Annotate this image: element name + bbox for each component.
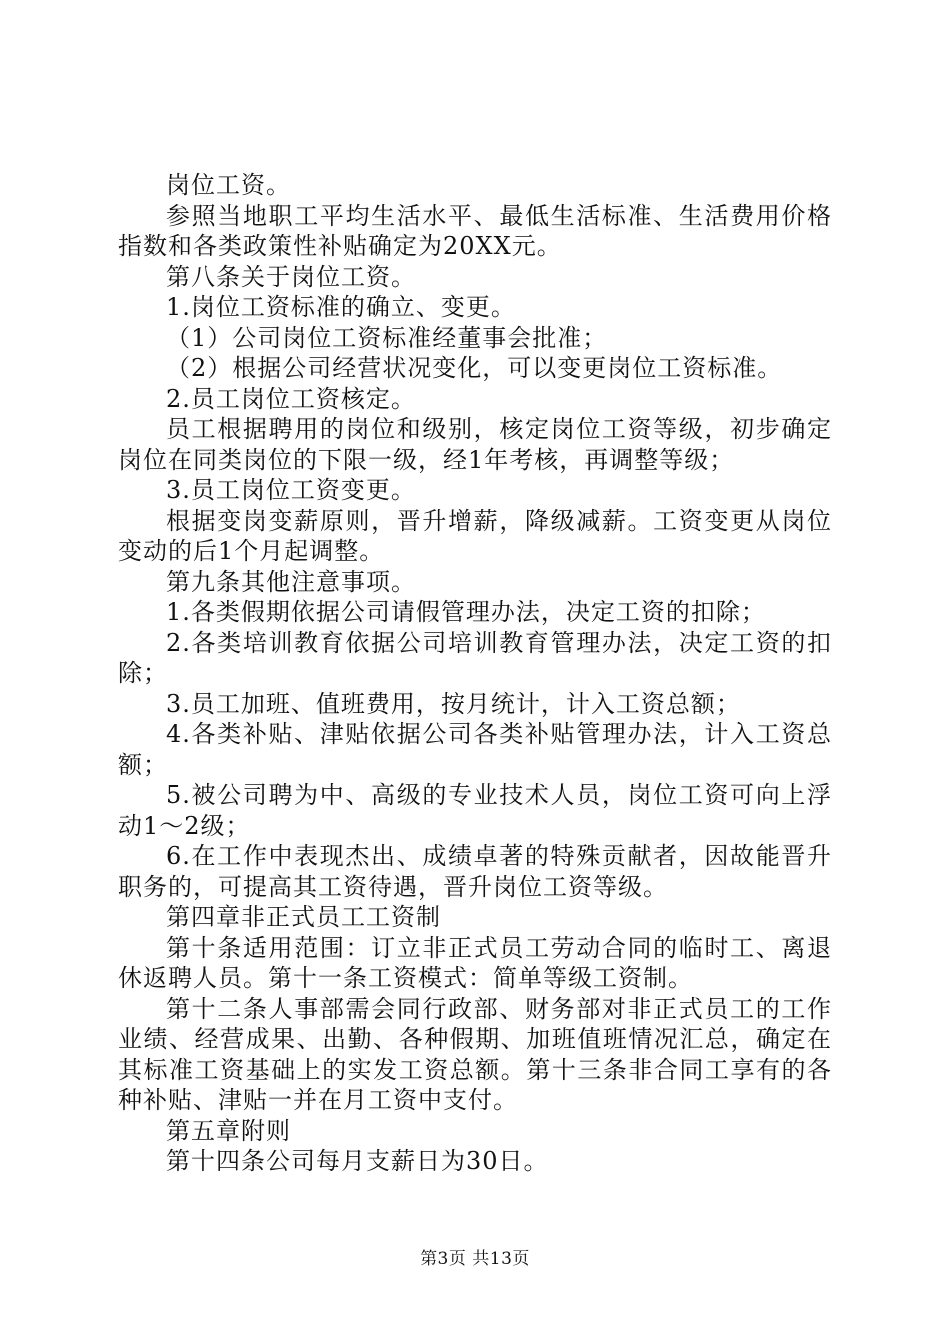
paragraph: 第十四条公司每月支薪日为30日。	[166, 1147, 549, 1175]
list-item: 1.各类假期依据公司请假管理办法，决定工资的扣除；	[166, 598, 766, 626]
list-item: 6.在工作中表现杰出、成绩卓著的特殊贡献者，因故能晋升职务的，可提高其工资待遇，晋升岗位工资等级。	[118, 842, 832, 901]
list-item: 5.被公司聘为中、高级的专业技术人员，岗位工资可向上浮动1～2级；	[118, 781, 832, 840]
document-body	[118, 170, 832, 1177]
chapter-heading: 第四章非正式员工工资制	[166, 903, 441, 931]
list-item: （2）根据公司经营状况变化，可以变更岗位工资标准。	[166, 354, 783, 382]
paragraph: 参照当地职工平均生活水平、最低生活标准、生活费用价格指数和各类政策性补贴确定为20XX元。	[118, 201, 832, 260]
section-heading: 第八条关于岗位工资。	[166, 262, 416, 291]
paragraph: 第十条适用范围：订立非正式员工劳动合同的临时工、离退休返聘人员。第十一条工资模式：简单等级工资制。	[118, 933, 832, 992]
list-item: 3.员工加班、值班费用，按月统计，计入工资总额；	[166, 689, 741, 718]
section-heading: 第九条其他注意事项。	[166, 567, 416, 596]
chapter-heading: 第五章附则	[166, 1116, 291, 1145]
paragraph: 岗位工资。	[166, 171, 291, 199]
list-item: （1）公司岗位工资标准经董事会批准；	[166, 323, 608, 352]
list-item: 2.员工岗位工资核定。	[166, 384, 416, 413]
list-item: 1.岗位工资标准的确立、变更。	[166, 293, 516, 321]
page-number-footer: 第3页 共13页	[420, 1249, 530, 1269]
list-item: 4.各类补贴、津贴依据公司各类补贴管理办法，计入工资总额；	[118, 720, 832, 779]
list-item: 2.各类培训教育依据公司培训教育管理办法，决定工资的扣除；	[118, 628, 832, 687]
paragraph: 员工根据聘用的岗位和级别，核定岗位工资等级，初步确定岗位在同类岗位的下限一级，经1年考核，再调整等级；	[118, 415, 832, 474]
paragraph: 第十二条人事部需会同行政部、财务部对非正式员工的工作业绩、经营成果、出勤、各种假期、加班值班情况汇总，确定在其标准工资基础上的实发工资总额。第十三条非合同工享有的各种补贴、津贴一并在月工资中支付。	[118, 994, 832, 1114]
list-item: 3.员工岗位工资变更。	[166, 476, 416, 504]
paragraph: 根据变岗变薪原则，晋升增薪，降级减薪。工资变更从岗位变动的后1个月起调整。	[118, 506, 832, 565]
